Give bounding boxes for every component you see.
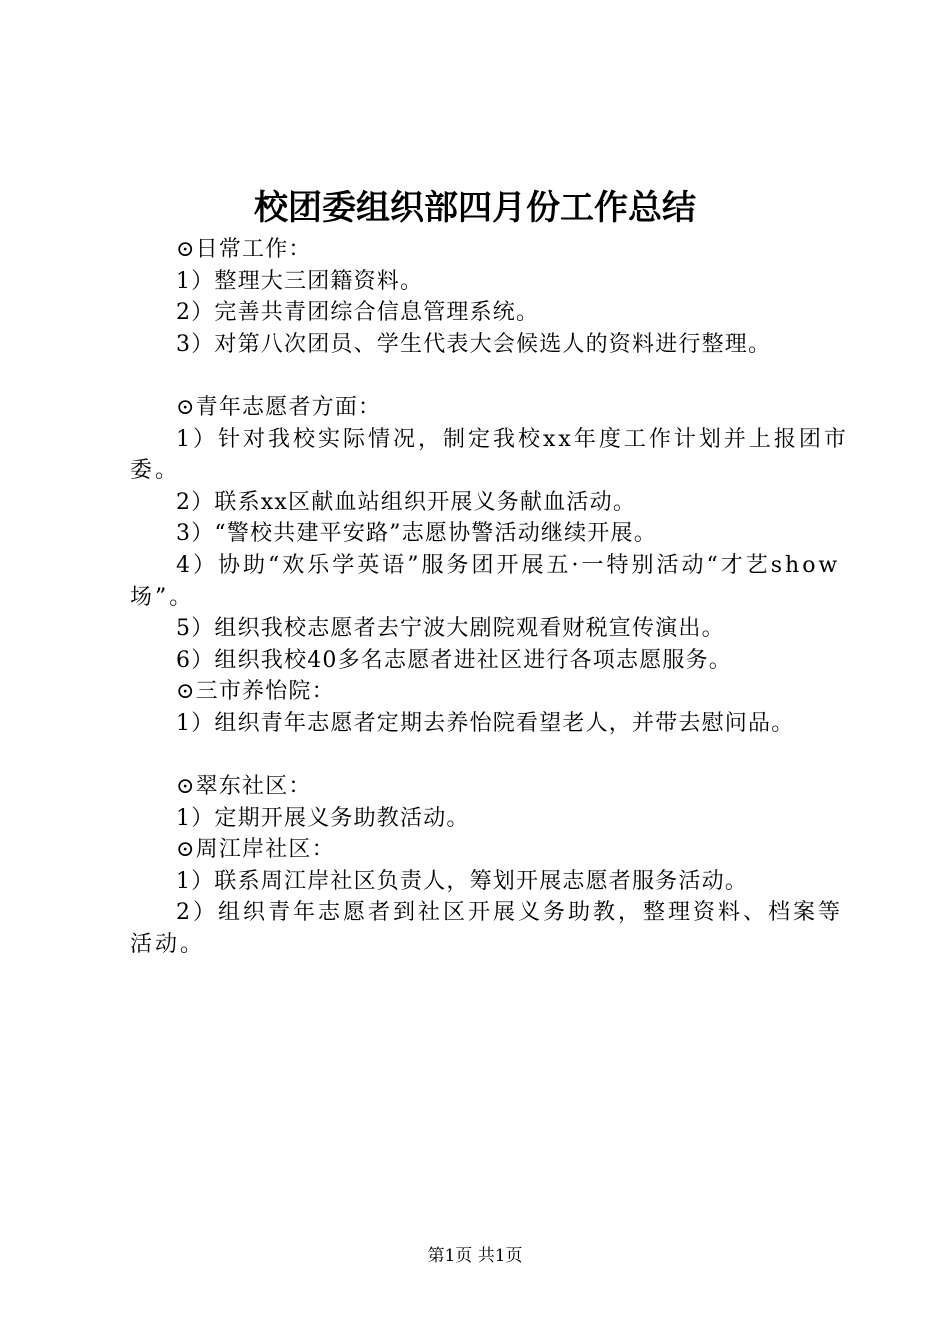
list-item: 1）针对我校实际情况，制定我校xx年度工作计划并上报团市委。 — [130, 426, 849, 484]
blank-line — [130, 360, 850, 392]
list-item: 4）协助“欢乐学英语”服务团开展五·一特别活动“才艺show场”。 — [130, 552, 841, 610]
blank-line — [130, 740, 850, 772]
list-item: 3）“警校共建平安路”志愿协警活动继续开展。 — [176, 521, 657, 547]
list-item: 2）联系xx区献血站组织开展义务献血活动。 — [176, 489, 637, 515]
section-heading-nursing-home: ⊙三市养怡院： — [176, 679, 335, 705]
page-footer: 第1页 共1页 — [427, 1246, 523, 1266]
section-heading-daily-work: ⊙日常工作： — [176, 237, 312, 262]
document-title: 校团委组织部四月份工作总结 — [254, 188, 696, 228]
list-item: 1）联系周江岸社区负责人，筹划开展志愿者服务活动。 — [176, 868, 748, 894]
list-item: 3）对第八次团员、学生代表大会候选人的资料进行整理。 — [176, 331, 772, 357]
list-item: 2）组织青年志愿者到社区开展义务助教，整理资料、档案等活动。 — [130, 900, 843, 958]
list-item: 6）组织我校40多名志愿者进社区进行各项志愿服务。 — [176, 647, 732, 673]
section-heading-cuidong-community: ⊙翠东社区： — [176, 774, 312, 800]
list-item: 5）组织我校志愿者去宁波大剧院观看财税宣传演出。 — [176, 616, 725, 642]
document-body — [130, 234, 850, 961]
list-item: 1）定期开展义务助教活动。 — [176, 805, 470, 831]
list-item: 1）整理大三团籍资料。 — [176, 268, 424, 294]
section-heading-zhoujiangan-community: ⊙周江岸社区： — [176, 837, 335, 863]
list-item: 1）组织青年志愿者定期去养怡院看望老人，并带去慰问品。 — [176, 710, 795, 736]
list-item: 2）完善共青团综合信息管理系统。 — [176, 300, 540, 326]
section-heading-volunteers: ⊙青年志愿者方面： — [176, 394, 382, 420]
